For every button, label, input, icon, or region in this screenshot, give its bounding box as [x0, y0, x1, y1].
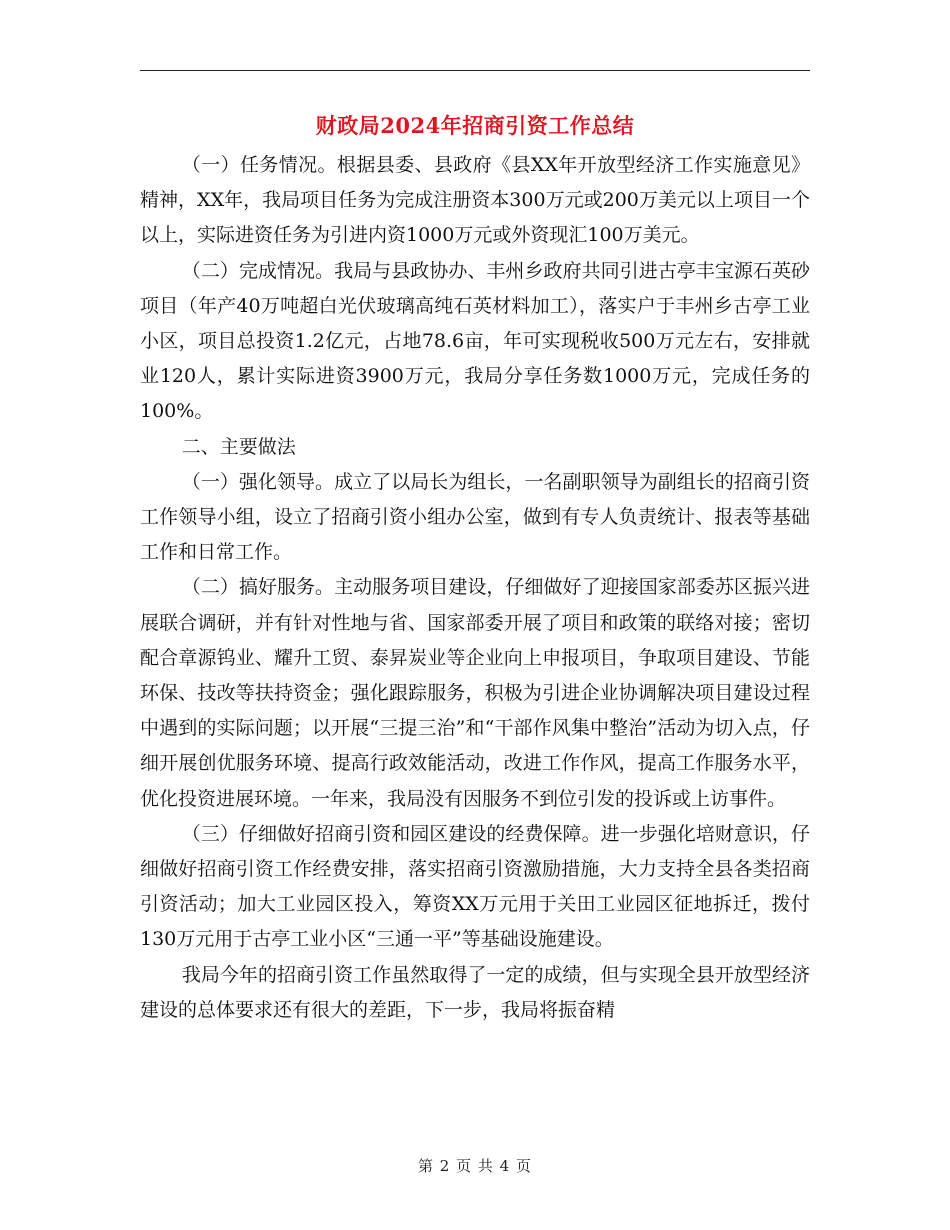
- header-rule: [140, 70, 810, 71]
- paragraph-completion-status: （二）完成情况。我局与县政协办、丰州乡政府共同引进古亭丰宝源石英砂项目（年产40万吨超白光伏玻璃高纯石英材料加工），落实户于丰州乡古亭工业小区，项目总投资1.2亿元，占地78.6亩，年可实现税收500万元左右，安排就业120人，累计实际进资3900万元，我局分享任务数1000万元，完成任务的100%。: [140, 259, 810, 423]
- document-title: 财政局2024年招商引资工作总结: [315, 113, 635, 138]
- paragraph-strengthen-leadership: （一）强化领导。成立了以局长为组长，一名副职领导为副组长的招商引资工作领导小组，设立了招商引资小组办公室，做到有专人负责统计、报表等基础工作和日常工作。: [140, 470, 810, 564]
- section-heading-main-practices: 二、主要做法: [181, 435, 296, 458]
- paragraph-conclusion: 我局今年的招商引资工作虽然取得了一定的成绩，但与实现全县开放型经济建设的总体要求还有很大的差距，下一步，我局将振奋精: [140, 963, 810, 1021]
- document-body: [140, 148, 810, 1028]
- paragraph-funding-guarantee: （三）仔细做好招商引资和园区建设的经费保障。进一步强化培财意识，仔细做好招商引资工作经费安排，落实招商引资激励措施，大力支持全县各类招商引资活动；加大工业园区投入，筹资XX万元用于关田工业园区征地拆迁，拨付130万元用于古亭工业小区“三通一平”等基础设施建设。: [140, 822, 810, 951]
- page-number-footer: 第 2 页 共 4 页: [418, 1157, 532, 1175]
- paragraph-improve-service: （二）搞好服务。主动服务项目建设，仔细做好了迎接国家部委苏区振兴进展联合调研，并有针对性地与省、国家部委开展了项目和政策的联络对接；密切配合章源钨业、耀升工贸、泰昇炭业等企业向上申报项目，争取项目建设、节能环保、技改等扶持资金；强化跟踪服务，积极为引进企业协调解决项目建设过程中遇到的实际问题；以开展“三提三治”和“干部作风集中整治”活动为切入点，仔细开展创优服务环境、提高行政效能活动，改进工作作风，提高工作服务水平，优化投资进展环境。一年来，我局没有因服务不到位引发的投诉或上访事件。: [140, 576, 810, 810]
- paragraph-task-status: （一）任务情况。根据县委、县政府《县XX年开放型经济工作实施意见》精神，XX年，我局项目任务为完成注册资本300万元或200万美元以上项目一个以上，实际进资任务为引进内资1000万元或外资现汇100万美元。: [140, 154, 810, 247]
